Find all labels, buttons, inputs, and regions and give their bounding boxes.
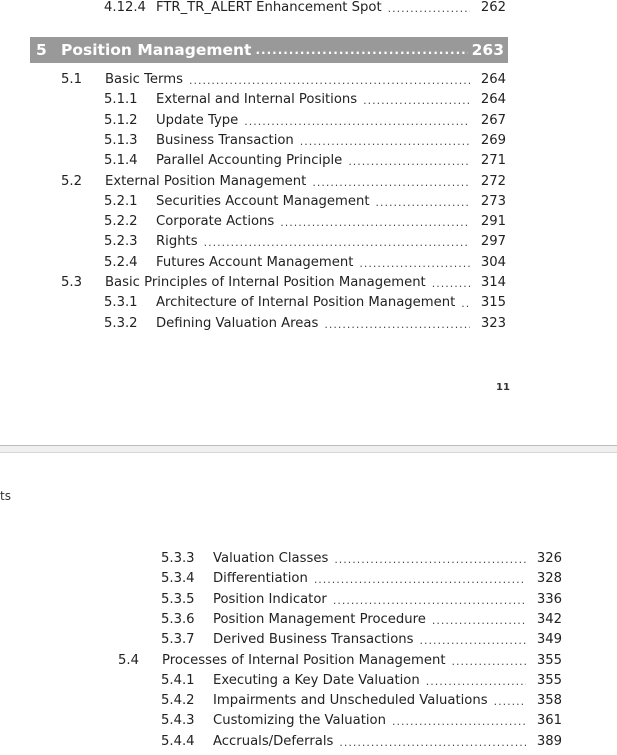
entry-number: 5.1.3 [104, 132, 138, 148]
dot-leader [314, 569, 526, 591]
entry-page-number: 323 [480, 315, 506, 331]
entry-title: Futures Account Management [156, 254, 354, 270]
toc-subsection-entry[interactable] [104, 192, 506, 212]
entry-page-number: 315 [480, 295, 506, 311]
entry-number: 5.3.5 [161, 591, 195, 607]
dot-leader [334, 549, 526, 571]
dot-leader [392, 711, 526, 733]
toc-subsection-entry[interactable] [161, 671, 562, 691]
dot-leader [312, 172, 470, 194]
entry-number: 5.3.6 [161, 611, 195, 627]
entry-page-number: 273 [480, 193, 506, 209]
chapter-heading[interactable] [30, 37, 508, 63]
entry-page-number: 271 [480, 153, 506, 169]
toc-subsection-entry[interactable] [104, 151, 506, 171]
dot-leader [189, 70, 470, 92]
entry-title: Position Indicator [213, 591, 327, 607]
entry-page-number: 355 [536, 672, 562, 688]
entry-title: Customizing the Valuation [213, 713, 386, 729]
toc-section-entry[interactable] [61, 273, 506, 293]
dot-leader [432, 610, 526, 632]
entry-title: Basic Terms [105, 72, 183, 87]
entry-number: 5.1 [61, 72, 82, 87]
chapter-page: 263 [471, 41, 504, 59]
toc-subsection-entry[interactable] [161, 732, 562, 752]
dot-leader [204, 232, 470, 254]
entry-number: 5.4.2 [161, 693, 195, 709]
entry-number: 5.2.4 [104, 254, 138, 270]
entry-page-number: 336 [536, 591, 562, 607]
dot-leader [244, 111, 470, 133]
entry-title: Architecture of Internal Position Management [156, 295, 456, 311]
toc-subsection-entry[interactable] [161, 590, 562, 610]
entry-number: 5.1.2 [104, 112, 138, 128]
entry-number: 5.4 [118, 652, 139, 668]
dot-leader [376, 192, 471, 214]
toc-section-entry[interactable] [118, 651, 562, 671]
entry-title: Accruals/Deferrals [213, 733, 334, 749]
toc-subsection-entry[interactable] [104, 90, 506, 110]
entry-page-number: 264 [480, 72, 506, 87]
dot-leader [420, 630, 527, 652]
toc-subsection-entry[interactable] [104, 253, 506, 273]
entry-title: Derived Business Transactions [213, 632, 414, 648]
dot-leader [255, 37, 467, 63]
entry-title: Executing a Key Date Valuation [213, 672, 420, 688]
entry-page-number: 297 [480, 234, 506, 250]
toc-subsection-entry[interactable] [104, 232, 506, 252]
entry-title: Rights [156, 234, 198, 250]
entry-page-number: 269 [480, 132, 506, 148]
chapter-number: 5 [36, 41, 47, 59]
entry-title: Position Management Procedure [213, 611, 426, 627]
toc-subsection-entry[interactable] [161, 569, 562, 589]
entry-title: Securities Account Management [156, 193, 370, 209]
entry-page-number: 361 [536, 713, 562, 729]
entry-page-number: 314 [480, 275, 506, 290]
dot-leader [339, 732, 526, 754]
entry-number: 5.2.3 [104, 234, 138, 250]
entry-number: 5.2.2 [104, 214, 138, 230]
chapter-title: Position Management [61, 41, 252, 59]
toc-section-entry[interactable] [61, 172, 506, 192]
dot-leader [333, 590, 526, 612]
entry-number: 5.3.2 [104, 315, 138, 331]
toc-subsection-entry[interactable] [161, 630, 562, 650]
running-header-fragment: ts [0, 489, 11, 503]
entry-title: Business Transaction [156, 132, 294, 148]
entry-number: 5.3.4 [161, 571, 195, 587]
dot-leader [363, 90, 470, 112]
dot-leader [461, 293, 470, 315]
dot-leader [324, 314, 470, 336]
entry-page-number: 267 [480, 112, 506, 128]
entry-page-number: 262 [480, 0, 506, 15]
toc-subsection-entry[interactable] [104, 111, 506, 131]
dot-leader [359, 253, 470, 275]
toc-subsection-entry[interactable] [104, 293, 506, 313]
toc-subsection-entry[interactable] [161, 691, 562, 711]
toc-subsection-entry[interactable] [104, 212, 506, 232]
entry-page-number: 358 [536, 693, 562, 709]
dot-leader [432, 273, 470, 295]
toc-subsection-entry[interactable] [161, 711, 562, 731]
entry-title: Defining Valuation Areas [156, 315, 319, 331]
entry-page-number: 326 [536, 551, 562, 566]
toc-section-entry[interactable] [61, 70, 506, 90]
dot-leader [494, 691, 526, 713]
entry-number: 5.4.1 [161, 672, 195, 688]
page-number: 11 [496, 382, 510, 393]
toc-subsection-entry[interactable] [104, 0, 506, 18]
toc-subsection-entry[interactable] [104, 314, 506, 334]
entry-number: 4.12.4 [104, 0, 146, 15]
entry-page-number: 272 [480, 173, 506, 189]
entry-number: 5.4.3 [161, 713, 195, 729]
entry-number: 5.1.4 [104, 153, 138, 169]
entry-title: External Position Management [105, 173, 307, 189]
toc-subsection-entry[interactable] [161, 549, 562, 569]
entry-number: 5.4.4 [161, 733, 195, 749]
dot-leader [300, 131, 470, 153]
entry-number: 5.3.1 [104, 295, 138, 311]
entry-page-number: 291 [480, 214, 506, 230]
dot-leader [280, 212, 470, 234]
entry-title: Corporate Actions [156, 214, 275, 230]
entry-number: 5.1.1 [104, 92, 138, 108]
entry-title: Impairments and Unscheduled Valuations [213, 693, 488, 709]
entry-number: 5.3 [61, 275, 82, 290]
entry-title: FTR_TR_ALERT Enhancement Spot [156, 0, 382, 15]
entry-title: External and Internal Positions [156, 92, 358, 108]
entry-page-number: 349 [536, 632, 562, 648]
entry-page-number: 389 [536, 733, 562, 749]
entry-page-number: 304 [480, 254, 506, 270]
entry-title: Parallel Accounting Principle [156, 153, 343, 169]
entry-title: Update Type [156, 112, 239, 128]
entry-number: 5.2 [61, 173, 82, 189]
entry-page-number: 328 [536, 571, 562, 587]
entry-title: Valuation Classes [213, 551, 329, 566]
entry-page-number: 355 [536, 652, 562, 668]
dot-leader [426, 671, 526, 693]
entry-page-number: 264 [480, 92, 506, 108]
entry-title: Basic Principles of Internal Position Management [105, 275, 426, 290]
entry-number: 5.3.7 [161, 632, 195, 648]
entry-title: Processes of Internal Position Management [162, 652, 446, 668]
toc-subsection-entry[interactable] [161, 610, 562, 630]
dot-leader [452, 651, 526, 673]
entry-page-number: 342 [536, 611, 562, 627]
entry-title: Differentiation [213, 571, 308, 587]
page-divider [0, 445, 617, 453]
toc-subsection-entry[interactable] [104, 131, 506, 151]
dot-leader [348, 151, 470, 173]
dot-leader [388, 0, 470, 20]
entry-number: 5.2.1 [104, 193, 138, 209]
entry-number: 5.3.3 [161, 551, 195, 566]
